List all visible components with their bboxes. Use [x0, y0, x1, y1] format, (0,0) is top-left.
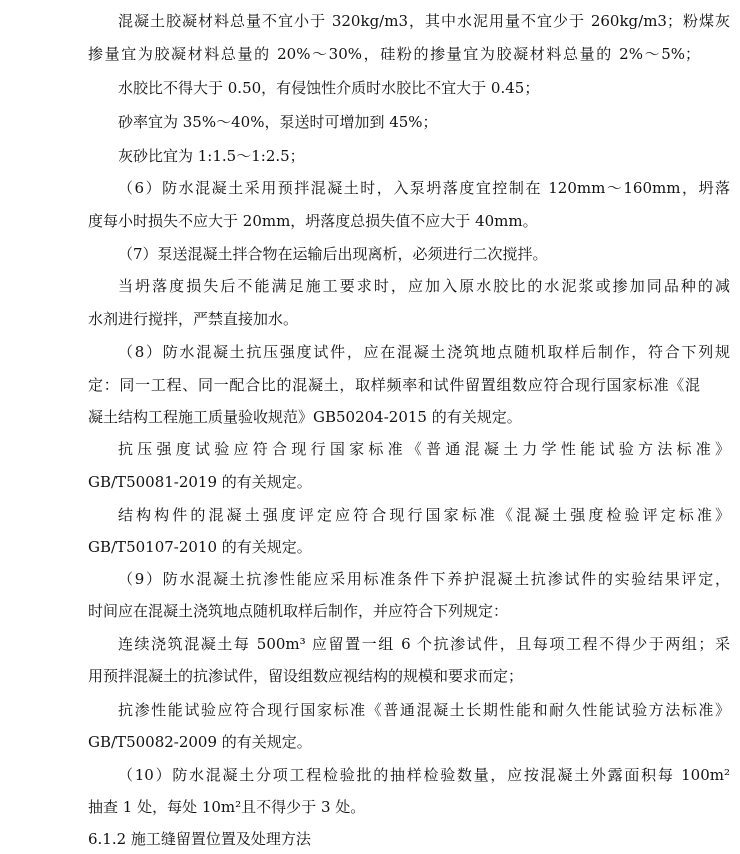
text-line: GB/T50081-2019 的有关规定。 [88, 473, 312, 491]
text-line: 抗渗性能试验应符合现行国家标准《普通混凝土长期性能和耐久性能试验方法标准》 [118, 701, 730, 719]
text-line: 掺量宜为胶凝材料总量的 20%～30%，硅粉的掺量宜为胶凝材料总量的 2%～5%； [88, 45, 700, 63]
text-line: 砂率宜为 35%～40%，泵送时可增加到 45%； [118, 113, 438, 131]
text-line: GB/T50082-2009 的有关规定。 [88, 733, 312, 751]
text-line: 混凝土胶凝材料总量不宜小于 320kg/m3，其中水泥用量不宜少于 260kg/m3；粉煤灰 [118, 12, 730, 30]
text-line: 连续浇筑混凝土每 500m³ 应留置一组 6 个抗渗试件，且每项工程不得少于两组；采 [118, 635, 730, 653]
text-line: （7）泵送混凝土拌合物在运输后出现离析，必须进行二次搅拌。 [118, 245, 548, 263]
text-line: 水剂进行搅拌，严禁直接加水。 [88, 310, 299, 328]
text-line: 灰砂比宜为 1:1.5～1:2.5； [118, 147, 305, 165]
text-line: 凝土结构工程施工质量验收规范》GB50204-2015 的有关规定。 [88, 408, 522, 426]
text-line: 用预拌混凝土的抗渗试件，留设组数应视结构的规模和要求而定； [88, 667, 524, 685]
text-line: 定：同一工程、同一配合比的混凝土，取样频率和试件留置组数应符合现行国家标准《混 [88, 376, 700, 394]
text-line: GB/T50107-2010 的有关规定。 [88, 538, 312, 556]
text-line: （6）防水混凝土采用预拌混凝土时，入泵坍落度宜控制在 120mm～160mm，坍落 [118, 179, 730, 197]
text-line: 水胶比不得大于 0.50，有侵蚀性介质时水胶比不宜大于 0.45； [118, 79, 540, 97]
text-line: 度每小时损失不应大于 20mm，坍落度总损失值不应大于 40mm。 [88, 212, 538, 230]
text-line: 当坍落度损失后不能满足施工要求时，应加入原水胶比的水泥浆或掺加同品种的减 [118, 277, 730, 295]
text-line: （10）防水混凝土分项工程检验批的抽样检验数量，应按混凝土外露面积每 100m² [118, 766, 730, 784]
text-line: （8）防水混凝土抗压强度试件，应在混凝土浇筑地点随机取样后制作，符合下列规 [118, 343, 730, 361]
text-line: 抽查 1 处，每处 10m²且不得少于 3 处。 [88, 798, 366, 816]
section-heading: 6.1.2 施工缝留置位置及处理方法 [88, 830, 311, 848]
text-line: 时间应在混凝土浇筑地点随机取样后制作，并应符合下列规定： [88, 602, 509, 620]
text-line: （9）防水混凝土抗渗性能应采用标准条件下养护混凝土抗渗试件的实验结果评定， [118, 570, 730, 588]
text-line: 抗压强度试验应符合现行国家标准《普通混凝土力学性能试验方法标准》 [118, 440, 730, 458]
text-line: 结构构件的混凝土强度评定应符合现行国家标准《混凝土强度检验评定标准》 [118, 506, 730, 524]
